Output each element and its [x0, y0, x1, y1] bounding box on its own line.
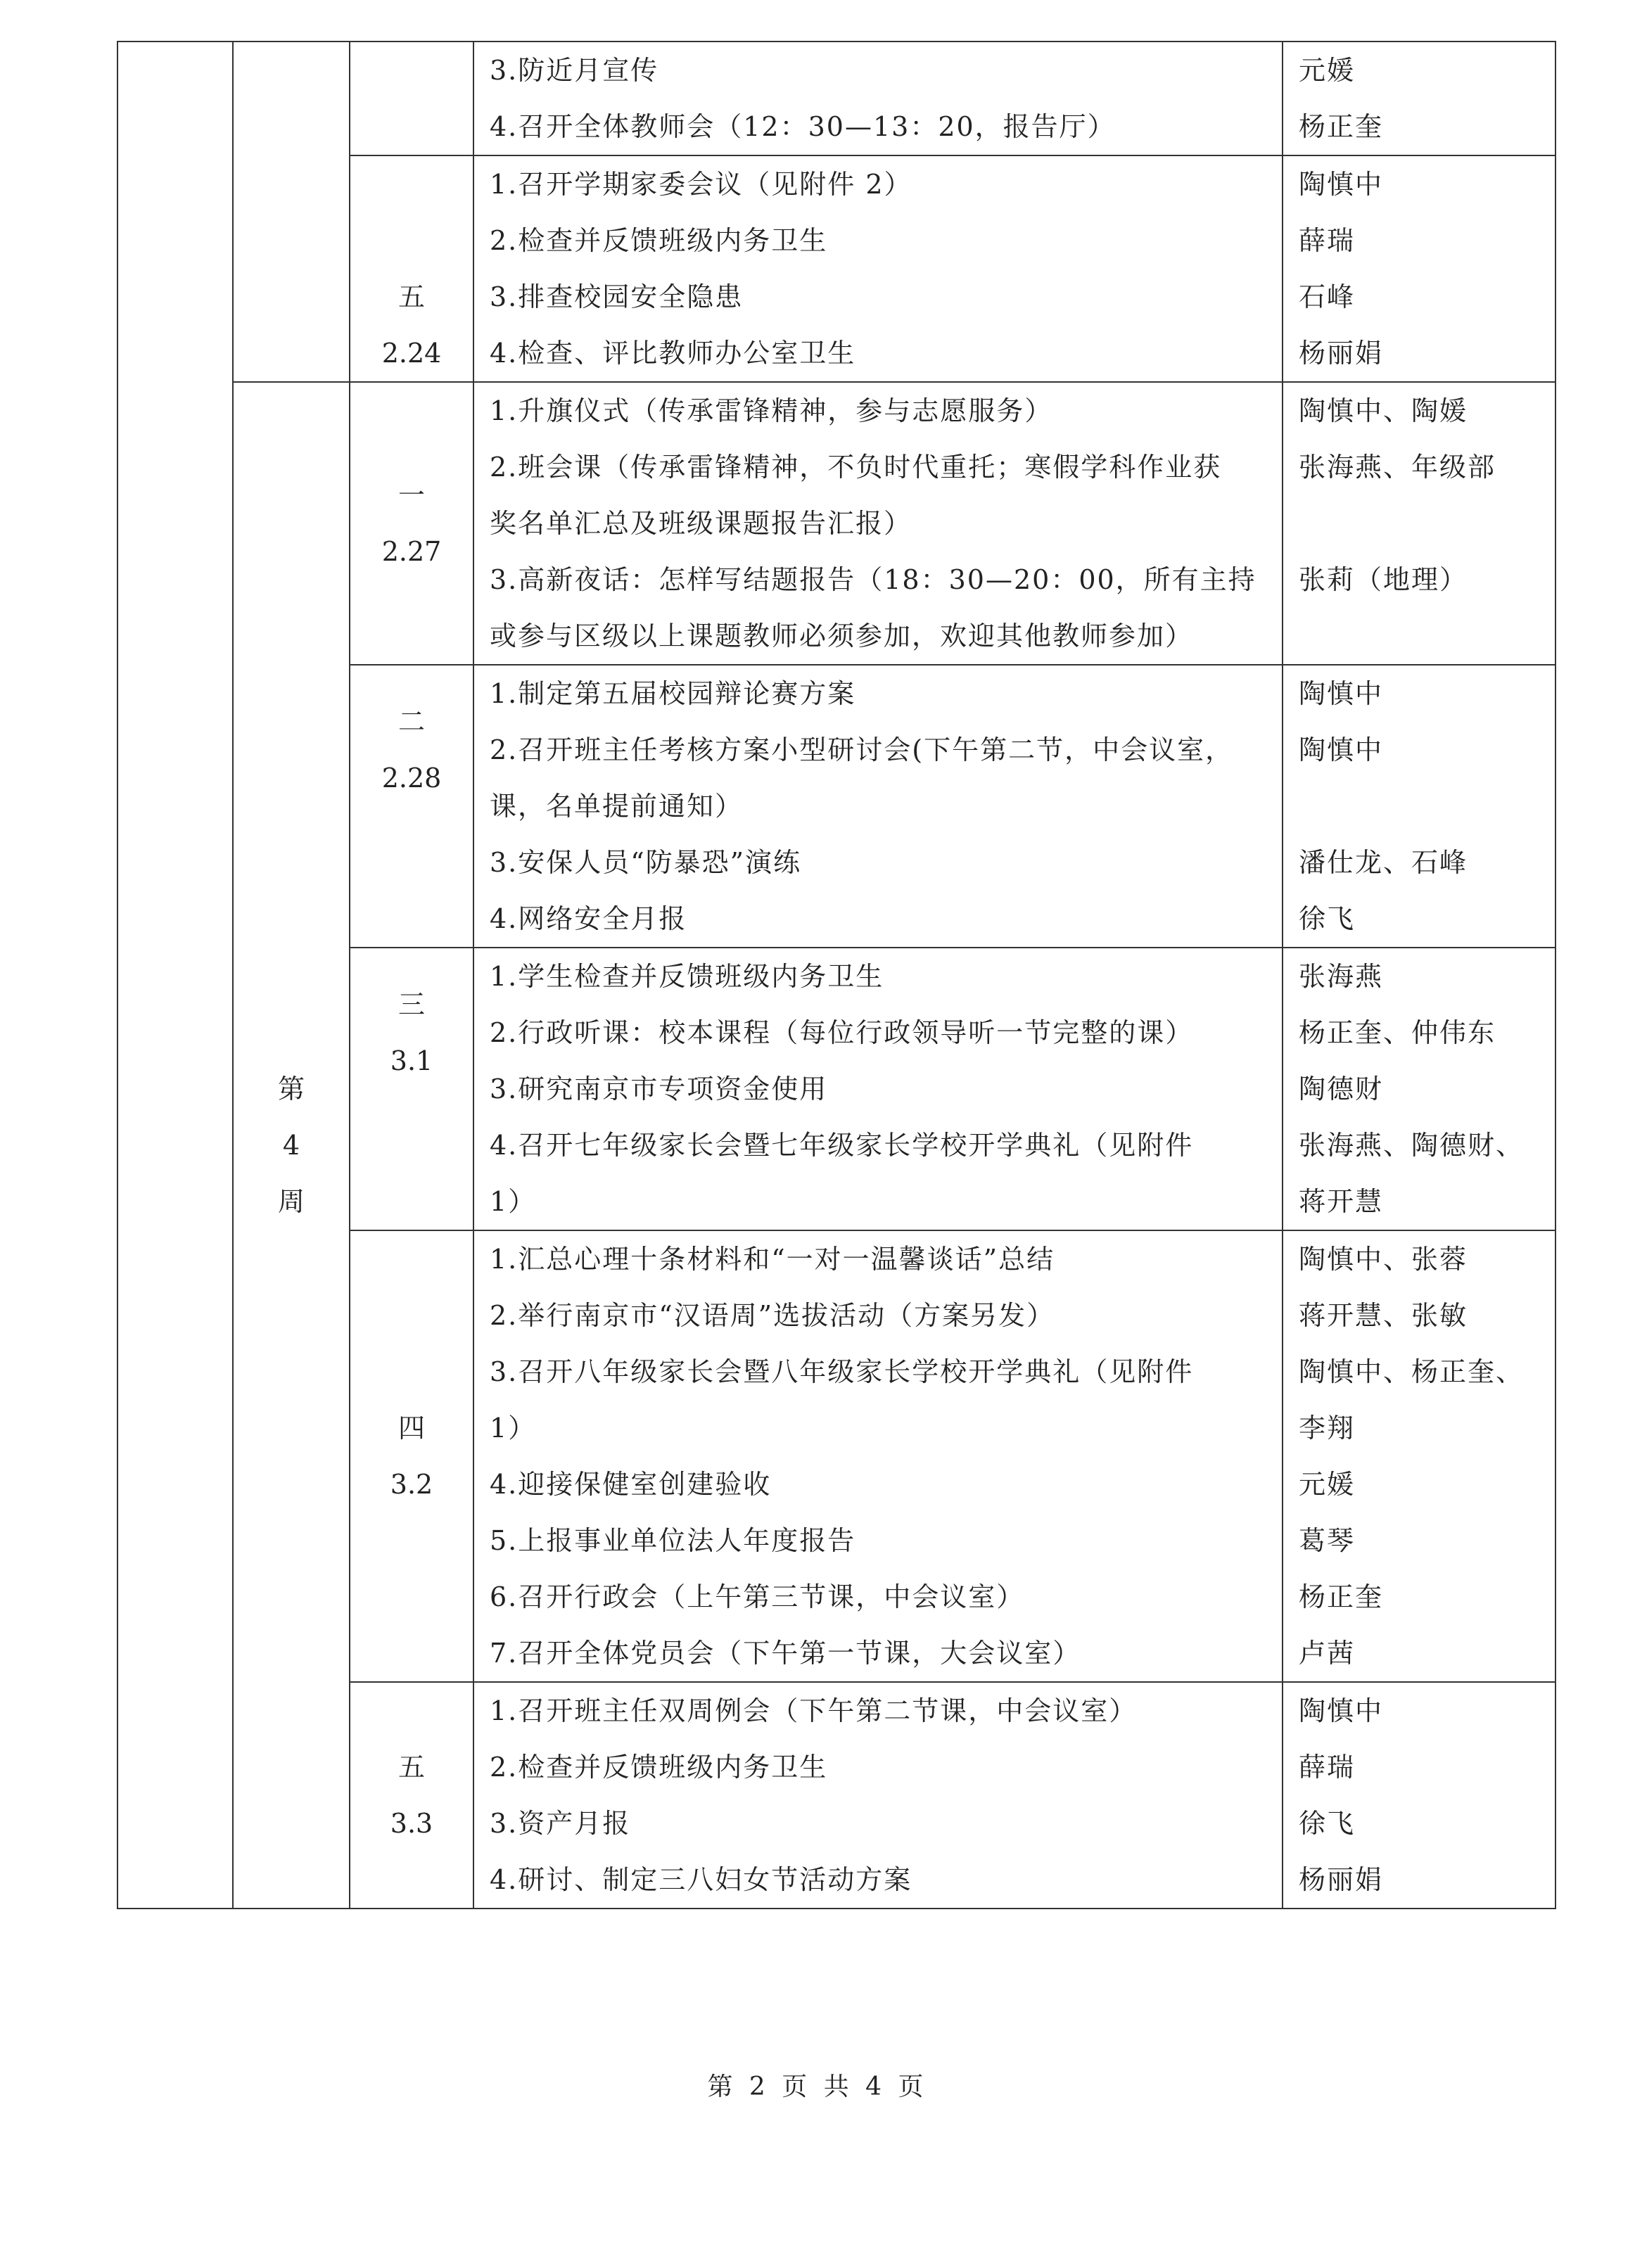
task-line: 2.检查并反馈班级内务卫生 — [490, 225, 828, 256]
owner-line: 杨丽娟 — [1299, 338, 1384, 369]
page-footer: 第 2 页 共 4 页 — [707, 2072, 928, 2101]
owner-line: 陶慎中 — [1299, 678, 1384, 709]
task-line: 7.召开全体党员会（下午第一节课，大会议室） — [490, 1638, 1081, 1669]
owner-line: 元媛 — [1299, 55, 1356, 86]
day-cell — [350, 382, 473, 665]
task-line: 1.汇总心理十条材料和“一对一温馨谈话”总结 — [490, 1244, 1055, 1275]
owner-line: 陶慎中 — [1299, 169, 1384, 200]
task-line: 3.资产月报 — [490, 1808, 631, 1839]
task-line: 2.召开班主任考核方案小型研讨会(下午第二节，中会议室， — [490, 734, 1234, 765]
week-number: 4 — [282, 1130, 300, 1161]
owner-line: 潘仕龙、石峰 — [1299, 847, 1468, 878]
task-cell — [473, 948, 1283, 1230]
task-line: 课，名单提前通知） — [490, 791, 744, 822]
day-label: 三 — [397, 989, 425, 1020]
owner-cell — [1283, 42, 1556, 155]
owner-line: 卢茜 — [1299, 1638, 1356, 1669]
task-line: 4.网络安全月报 — [490, 903, 687, 934]
owner-line: 薛瑞 — [1299, 1752, 1356, 1783]
owner-cell — [1283, 665, 1556, 948]
owner-line: 石峰 — [1299, 281, 1356, 312]
task-line: 1.召开学期家委会议（见附件 2） — [490, 169, 912, 200]
owner-cell — [1283, 1682, 1556, 1909]
day-label: 二 — [397, 706, 425, 737]
task-line: 4.迎接保健室创建验收 — [490, 1469, 772, 1500]
owner-line: 杨正奎 — [1299, 111, 1384, 142]
week-label-char: 周 — [277, 1186, 305, 1217]
task-line: 5.上报事业单位法人年度报告 — [490, 1525, 856, 1556]
owner-line: 蒋开慧 — [1299, 1186, 1384, 1217]
task-cell — [473, 1682, 1283, 1909]
owner-line: 杨正奎、仲伟东 — [1299, 1017, 1496, 1048]
task-cell — [473, 665, 1283, 948]
task-line: 6.召开行政会（上午第三节课，中会议室） — [490, 1581, 1025, 1612]
task-cell — [473, 42, 1283, 155]
day-cell — [350, 948, 473, 1230]
owner-line: 张海燕、陶德财、 — [1299, 1130, 1525, 1161]
owner-line: 元媛 — [1299, 1469, 1356, 1500]
task-line: 3.研究南京市专项资金使用 — [490, 1074, 828, 1104]
task-line: 1.制定第五届校园辩论赛方案 — [490, 678, 856, 709]
task-line: 3.高新夜话：怎样写结题报告（18：30—20：00，所有主持 — [490, 564, 1257, 595]
task-line: 2.班会课（传承雷锋精神，不负时代重托；寒假学科作业获 — [490, 452, 1222, 483]
table-row — [117, 382, 1556, 665]
task-cell — [473, 382, 1283, 665]
owner-line: 薛瑞 — [1299, 225, 1356, 256]
task-line: 3.排查校园安全隐患 — [490, 281, 744, 312]
task-line: 2.检查并反馈班级内务卫生 — [490, 1752, 828, 1783]
task-line: 奖名单汇总及班级课题报告汇报） — [490, 508, 912, 539]
owner-line: 张海燕、年级部 — [1299, 452, 1496, 483]
owner-line: 徐飞 — [1299, 903, 1356, 934]
schedule-table — [117, 41, 1556, 1909]
owner-line — [1299, 778, 1555, 834]
owner-cell — [1283, 1230, 1556, 1682]
owner-line: 陶慎中 — [1299, 734, 1384, 765]
owner-line: 陶慎中、陶媛 — [1299, 395, 1468, 426]
day-cell — [350, 665, 473, 948]
blank-column-cell — [117, 42, 233, 1909]
task-cell — [473, 1230, 1283, 1682]
week-label-char: 第 — [277, 1074, 305, 1104]
day-cell — [350, 1230, 473, 1682]
task-line: 4.召开七年级家长会暨七年级家长学校开学典礼（见附件 — [490, 1130, 1194, 1161]
task-line: 2.行政听课：校本课程（每位行政领导听一节完整的课） — [490, 1017, 1194, 1048]
owner-line: 张莉（地理） — [1299, 564, 1468, 595]
owner-line: 陶慎中 — [1299, 1695, 1384, 1726]
owner-line: 葛琴 — [1299, 1525, 1356, 1556]
owner-cell — [1283, 382, 1556, 665]
owner-line: 徐飞 — [1299, 1808, 1356, 1839]
owner-line: 张海燕 — [1299, 961, 1384, 992]
table-row — [117, 42, 1556, 155]
task-line: 1.学生检查并反馈班级内务卫生 — [490, 961, 884, 992]
task-line: 4.研讨、制定三八妇女节活动方案 — [490, 1864, 912, 1895]
owner-line: 蒋开慧、张敏 — [1299, 1300, 1468, 1331]
day-date: 2.27 — [381, 536, 442, 567]
owner-line: 陶慎中、张蓉 — [1299, 1244, 1468, 1275]
day-label: 一 — [397, 480, 425, 511]
owner-line: 陶慎中、杨正奎、 — [1299, 1356, 1525, 1387]
day-label: 四 — [397, 1413, 425, 1444]
week-label-cell — [233, 382, 350, 1909]
owner-line — [1299, 495, 1555, 552]
day-cell — [350, 155, 473, 382]
task-line: 1） — [490, 1413, 537, 1444]
owner-cell — [1283, 155, 1556, 382]
task-line: 3.防近月宣传 — [490, 55, 659, 86]
task-cell — [473, 155, 1283, 382]
day-date: 2.28 — [381, 763, 442, 794]
owner-line: 陶德财 — [1299, 1074, 1384, 1104]
day-date: 3.1 — [390, 1045, 433, 1076]
day-cell — [350, 42, 473, 155]
task-line: 3.召开八年级家长会暨八年级家长学校开学典礼（见附件 — [490, 1356, 1194, 1387]
owner-line — [1299, 608, 1555, 664]
task-line: 4.召开全体教师会（12：30—13：20，报告厅） — [490, 111, 1116, 142]
owner-cell — [1283, 948, 1556, 1230]
owner-line: 李翔 — [1299, 1413, 1356, 1444]
task-line: 1.召开班主任双周例会（下午第二节课，中会议室） — [490, 1695, 1138, 1726]
task-line: 4.检查、评比教师办公室卫生 — [490, 338, 856, 369]
day-date: 3.3 — [390, 1808, 433, 1839]
task-line: 1） — [490, 1186, 537, 1217]
task-line: 2.举行南京市“汉语周”选拔活动（方案另发） — [490, 1300, 1055, 1331]
week-label-cell-prev — [233, 42, 350, 382]
task-line: 或参与区级以上课题教师必须参加，欢迎其他教师参加） — [490, 620, 1194, 651]
day-date: 3.2 — [390, 1469, 433, 1500]
day-label: 五 — [397, 281, 425, 312]
day-date: 2.24 — [381, 338, 442, 369]
day-cell — [350, 1682, 473, 1909]
owner-line: 杨正奎 — [1299, 1581, 1384, 1612]
owner-line: 杨丽娟 — [1299, 1864, 1384, 1895]
task-line: 3.安保人员“防暴恐”演练 — [490, 847, 802, 878]
day-label: 五 — [397, 1752, 425, 1783]
task-line: 1.升旗仪式（传承雷锋精神，参与志愿服务） — [490, 395, 1053, 426]
